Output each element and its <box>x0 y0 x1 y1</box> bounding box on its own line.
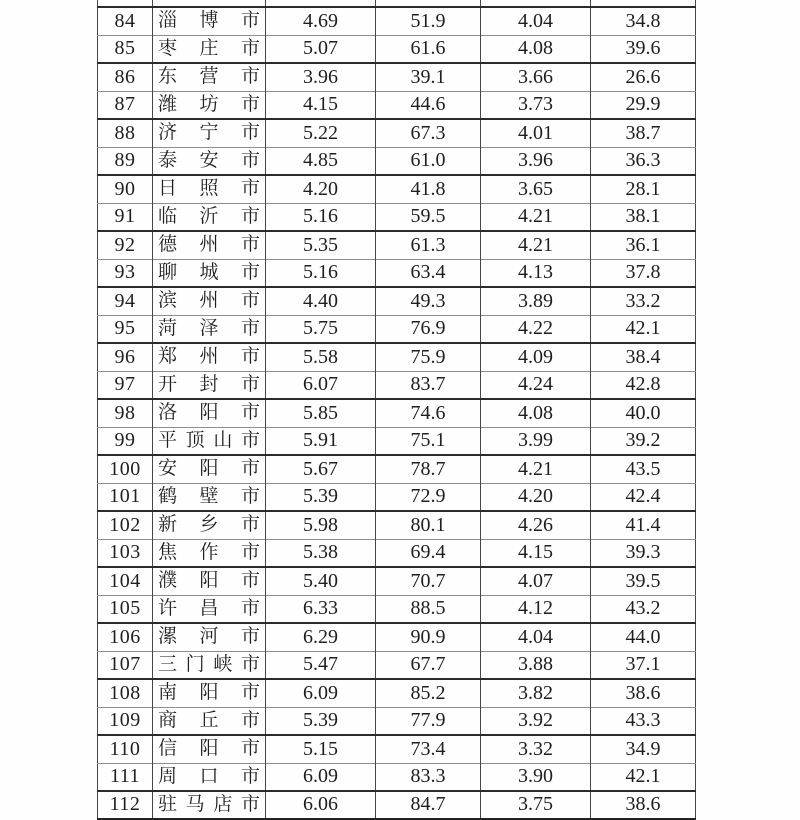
value-3-cell: 4.20 <box>481 483 591 511</box>
row-number-cell: 88 <box>114 121 136 144</box>
value-2-cell: 67.3 <box>376 119 481 147</box>
value-2-cell: 61.3 <box>376 231 481 259</box>
table-row <box>98 511 696 539</box>
value-1-cell: 5.39 <box>266 707 376 735</box>
city-name: 新乡市 <box>158 514 260 536</box>
city-name-cell <box>153 483 266 511</box>
value-2-cell: 41.8 <box>376 175 481 203</box>
city-name-cell <box>153 203 266 231</box>
value-1-cell: 5.91 <box>266 427 376 455</box>
row-number-cell: 104 <box>109 569 141 592</box>
row-number-cell: 91 <box>114 205 136 228</box>
value-4-cell: 39.3 <box>591 539 696 567</box>
city-name-cell <box>153 455 266 483</box>
value-2-cell: 83.3 <box>376 763 481 791</box>
city-name-cell <box>153 287 266 315</box>
table-row <box>98 455 696 483</box>
city-name: 郑州市 <box>158 346 260 368</box>
value-2-cell: 77.9 <box>376 707 481 735</box>
value-3-cell: 4.26 <box>481 511 591 539</box>
value-1-cell: 4.40 <box>266 287 376 315</box>
value-3-cell: 4.21 <box>481 455 591 483</box>
city-name: 临沂市 <box>158 205 260 227</box>
value-2-cell: 61.0 <box>376 147 481 175</box>
table-row <box>98 91 696 119</box>
city-name: 德州市 <box>158 234 260 256</box>
row-number-cell: 112 <box>109 793 141 816</box>
table-row <box>98 119 696 147</box>
value-1-cell: 6.06 <box>266 791 376 819</box>
value-2-cell: 76.9 <box>376 315 481 343</box>
value-1-cell: 4.85 <box>266 147 376 175</box>
city-name: 泰安市 <box>158 149 260 171</box>
table-row <box>98 679 696 707</box>
row-number-cell: 103 <box>109 541 141 564</box>
table-row <box>98 791 696 819</box>
value-3-cell: 4.12 <box>481 595 591 623</box>
value-2-cell: 49.3 <box>376 287 481 315</box>
city-name-cell <box>153 511 266 539</box>
table-row <box>98 763 696 791</box>
table-row-partial <box>98 0 696 7</box>
city-name: 漯河市 <box>158 626 260 648</box>
row-number-cell: 86 <box>114 65 136 88</box>
value-4-cell: 38.6 <box>591 791 696 819</box>
city-name-cell <box>153 63 266 91</box>
value-3-cell: 4.04 <box>481 7 591 35</box>
value-1-cell: 6.09 <box>266 679 376 707</box>
table-row <box>98 7 696 35</box>
value-3-cell: 3.99 <box>481 427 591 455</box>
value-1-cell: 5.35 <box>266 231 376 259</box>
value-1-cell: 6.33 <box>266 595 376 623</box>
city-name: 三门峡市 <box>158 653 260 675</box>
row-number-cell: 106 <box>109 625 141 648</box>
value-1-cell: 5.85 <box>266 399 376 427</box>
row-number-cell: 93 <box>114 261 136 284</box>
value-3-cell: 4.15 <box>481 539 591 567</box>
city-name-cell <box>153 91 266 119</box>
table-row <box>98 63 696 91</box>
value-1-cell: 5.39 <box>266 483 376 511</box>
empty-cell <box>153 0 266 7</box>
value-4-cell: 43.2 <box>591 595 696 623</box>
city-name: 驻马店市 <box>158 793 260 815</box>
value-2-cell: 69.4 <box>376 539 481 567</box>
table-row <box>98 595 696 623</box>
value-4-cell: 37.8 <box>591 259 696 287</box>
row-number-cell: 90 <box>114 177 136 200</box>
table-row <box>98 399 696 427</box>
value-4-cell: 33.2 <box>591 287 696 315</box>
value-4-cell: 37.1 <box>591 651 696 679</box>
city-name: 平顶山市 <box>158 429 260 451</box>
value-1-cell: 6.29 <box>266 623 376 651</box>
table-row <box>98 35 696 63</box>
city-name: 日照市 <box>158 178 260 200</box>
table-row <box>98 735 696 763</box>
city-name-cell <box>153 259 266 287</box>
empty-cell <box>591 0 696 7</box>
value-2-cell: 72.9 <box>376 483 481 511</box>
value-4-cell: 39.5 <box>591 567 696 595</box>
table-row <box>98 147 696 175</box>
value-2-cell: 59.5 <box>376 203 481 231</box>
value-4-cell: 43.5 <box>591 455 696 483</box>
value-3-cell: 3.75 <box>481 791 591 819</box>
value-2-cell: 75.9 <box>376 343 481 371</box>
value-2-cell: 84.7 <box>376 791 481 819</box>
value-4-cell: 39.2 <box>591 427 696 455</box>
value-4-cell: 43.3 <box>591 707 696 735</box>
value-4-cell: 29.9 <box>591 91 696 119</box>
row-number-cell: 89 <box>114 149 136 172</box>
value-4-cell: 42.4 <box>591 483 696 511</box>
empty-cell <box>481 0 591 7</box>
city-name-cell <box>153 119 266 147</box>
value-4-cell: 34.9 <box>591 735 696 763</box>
value-2-cell: 74.6 <box>376 399 481 427</box>
value-3-cell: 4.01 <box>481 119 591 147</box>
value-3-cell: 3.90 <box>481 763 591 791</box>
value-3-cell: 3.66 <box>481 63 591 91</box>
row-number-cell: 107 <box>109 653 141 676</box>
value-2-cell: 70.7 <box>376 567 481 595</box>
empty-cell <box>376 0 481 7</box>
value-4-cell: 36.1 <box>591 231 696 259</box>
city-name: 菏泽市 <box>158 317 260 339</box>
row-number-cell: 100 <box>109 457 141 480</box>
value-4-cell: 44.0 <box>591 623 696 651</box>
value-3-cell: 4.24 <box>481 371 591 399</box>
value-4-cell: 39.6 <box>591 35 696 63</box>
city-name-cell <box>153 707 266 735</box>
row-number-cell: 105 <box>109 597 141 620</box>
city-name: 鹤壁市 <box>158 485 260 507</box>
city-name-cell <box>153 371 266 399</box>
city-name: 南阳市 <box>158 682 260 704</box>
city-name: 滨州市 <box>158 290 260 312</box>
row-number-cell: 111 <box>109 765 140 788</box>
city-name: 周口市 <box>158 765 260 787</box>
value-2-cell: 85.2 <box>376 679 481 707</box>
value-1-cell: 5.98 <box>266 511 376 539</box>
row-number-cell: 85 <box>114 37 136 60</box>
value-3-cell: 3.82 <box>481 679 591 707</box>
row-number-cell: 92 <box>114 233 136 256</box>
city-name: 东营市 <box>158 66 260 88</box>
row-number-cell: 99 <box>114 429 136 452</box>
table-row <box>98 483 696 511</box>
value-3-cell: 4.21 <box>481 231 591 259</box>
value-1-cell: 4.69 <box>266 7 376 35</box>
value-4-cell: 38.7 <box>591 119 696 147</box>
city-name-cell <box>153 427 266 455</box>
city-name: 信阳市 <box>158 738 260 760</box>
table-body <box>98 0 696 819</box>
value-2-cell: 88.5 <box>376 595 481 623</box>
value-1-cell: 5.58 <box>266 343 376 371</box>
row-number-cell: 96 <box>114 345 136 368</box>
table-row <box>98 651 696 679</box>
value-1-cell: 5.40 <box>266 567 376 595</box>
value-2-cell: 80.1 <box>376 511 481 539</box>
value-3-cell: 4.13 <box>481 259 591 287</box>
empty-cell <box>266 0 376 7</box>
row-number-cell: 108 <box>109 681 141 704</box>
city-name-cell <box>153 399 266 427</box>
city-name: 安阳市 <box>158 458 260 480</box>
city-name: 聊城市 <box>158 261 260 283</box>
table-row <box>98 567 696 595</box>
empty-cell <box>98 0 153 7</box>
value-2-cell: 75.1 <box>376 427 481 455</box>
table-row <box>98 315 696 343</box>
city-name: 商丘市 <box>158 709 260 731</box>
value-3-cell: 3.88 <box>481 651 591 679</box>
value-3-cell: 3.92 <box>481 707 591 735</box>
table-row <box>98 343 696 371</box>
city-name-cell <box>153 651 266 679</box>
city-name: 淄博市 <box>158 10 260 32</box>
city-name-cell <box>153 175 266 203</box>
value-1-cell: 5.15 <box>266 735 376 763</box>
row-number-cell: 84 <box>114 9 136 32</box>
table-row <box>98 707 696 735</box>
value-3-cell: 4.07 <box>481 567 591 595</box>
table-row <box>98 287 696 315</box>
value-3-cell: 4.04 <box>481 623 591 651</box>
table-row <box>98 371 696 399</box>
city-name-cell <box>153 735 266 763</box>
table-row <box>98 427 696 455</box>
value-3-cell: 4.08 <box>481 399 591 427</box>
value-4-cell: 38.6 <box>591 679 696 707</box>
city-name-cell <box>153 679 266 707</box>
value-4-cell: 42.1 <box>591 315 696 343</box>
value-4-cell: 26.6 <box>591 63 696 91</box>
value-2-cell: 73.4 <box>376 735 481 763</box>
row-number-cell: 101 <box>109 485 141 508</box>
value-4-cell: 40.0 <box>591 399 696 427</box>
value-2-cell: 83.7 <box>376 371 481 399</box>
value-1-cell: 5.16 <box>266 259 376 287</box>
table-row <box>98 259 696 287</box>
city-name: 濮阳市 <box>158 570 260 592</box>
city-name-cell <box>153 7 266 35</box>
city-name-cell <box>153 791 266 819</box>
value-3-cell: 3.73 <box>481 91 591 119</box>
row-number-cell: 110 <box>109 737 141 760</box>
value-4-cell: 34.8 <box>591 7 696 35</box>
value-2-cell: 44.6 <box>376 91 481 119</box>
value-1-cell: 5.22 <box>266 119 376 147</box>
value-4-cell: 41.4 <box>591 511 696 539</box>
city-name: 济宁市 <box>158 122 260 144</box>
city-name-cell <box>153 623 266 651</box>
table-row <box>98 539 696 567</box>
row-number-cell: 87 <box>114 93 136 116</box>
table-row <box>98 231 696 259</box>
value-3-cell: 4.22 <box>481 315 591 343</box>
value-1-cell: 5.16 <box>266 203 376 231</box>
city-name: 开封市 <box>158 373 260 395</box>
value-1-cell: 5.67 <box>266 455 376 483</box>
city-name-cell <box>153 567 266 595</box>
city-name: 枣庄市 <box>158 37 260 59</box>
table-row <box>98 175 696 203</box>
table-row <box>98 623 696 651</box>
row-number-cell: 95 <box>114 317 136 340</box>
value-1-cell: 5.47 <box>266 651 376 679</box>
value-4-cell: 38.4 <box>591 343 696 371</box>
value-2-cell: 63.4 <box>376 259 481 287</box>
value-3-cell: 4.08 <box>481 35 591 63</box>
value-1-cell: 5.75 <box>266 315 376 343</box>
city-name-cell <box>153 315 266 343</box>
row-number-cell: 94 <box>114 289 136 312</box>
value-2-cell: 39.1 <box>376 63 481 91</box>
value-4-cell: 42.1 <box>591 763 696 791</box>
city-name-cell <box>153 35 266 63</box>
city-name: 洛阳市 <box>158 402 260 424</box>
value-3-cell: 3.89 <box>481 287 591 315</box>
row-number-cell: 109 <box>109 709 141 732</box>
city-name-cell <box>153 763 266 791</box>
value-1-cell: 4.15 <box>266 91 376 119</box>
value-2-cell: 78.7 <box>376 455 481 483</box>
value-1-cell: 5.07 <box>266 35 376 63</box>
value-3-cell: 3.65 <box>481 175 591 203</box>
value-2-cell: 90.9 <box>376 623 481 651</box>
city-name-cell <box>153 231 266 259</box>
city-name-cell <box>153 147 266 175</box>
value-3-cell: 3.32 <box>481 735 591 763</box>
value-4-cell: 42.8 <box>591 371 696 399</box>
value-2-cell: 51.9 <box>376 7 481 35</box>
value-2-cell: 61.6 <box>376 35 481 63</box>
value-1-cell: 5.38 <box>266 539 376 567</box>
value-2-cell: 67.7 <box>376 651 481 679</box>
row-number-cell: 98 <box>114 401 136 424</box>
value-3-cell: 3.96 <box>481 147 591 175</box>
value-3-cell: 4.09 <box>481 343 591 371</box>
city-name-cell <box>153 539 266 567</box>
value-4-cell: 36.3 <box>591 147 696 175</box>
city-name: 焦作市 <box>158 541 260 563</box>
table-row <box>98 203 696 231</box>
city-statistics-table <box>97 0 696 820</box>
value-3-cell: 4.21 <box>481 203 591 231</box>
value-1-cell: 6.07 <box>266 371 376 399</box>
city-name-cell <box>153 595 266 623</box>
value-1-cell: 3.96 <box>266 63 376 91</box>
city-name: 许昌市 <box>158 597 260 619</box>
row-number-cell: 102 <box>109 513 141 536</box>
value-1-cell: 4.20 <box>266 175 376 203</box>
value-4-cell: 38.1 <box>591 203 696 231</box>
value-1-cell: 6.09 <box>266 763 376 791</box>
city-name-cell <box>153 343 266 371</box>
value-4-cell: 28.1 <box>591 175 696 203</box>
city-name: 潍坊市 <box>158 93 260 115</box>
row-number-cell: 97 <box>114 373 136 396</box>
